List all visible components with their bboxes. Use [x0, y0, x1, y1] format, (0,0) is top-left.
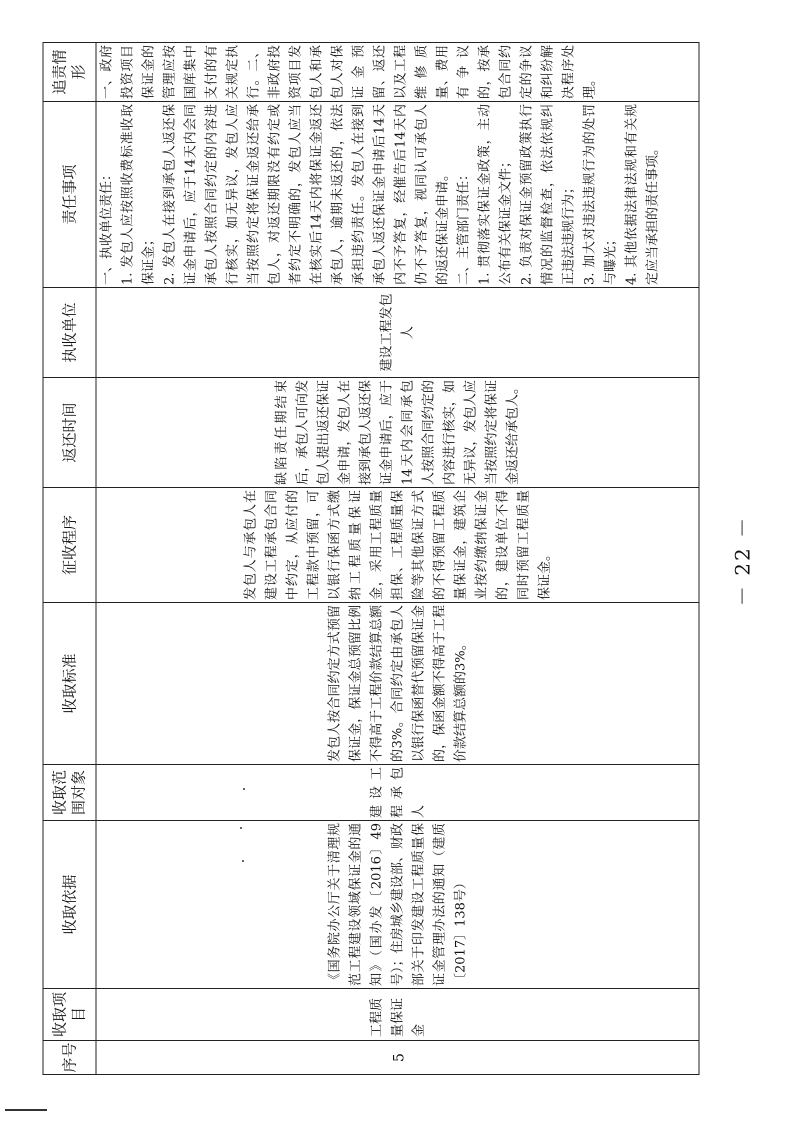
- cell-scope: [96, 765, 699, 821]
- cell-basis: [96, 821, 699, 989]
- responsibility-line: 2. 负责对保证金预留政策执行情况的监督检查，依法依规纠正违法违规行为；: [519, 104, 576, 285]
- header-index: 序号: [43, 1041, 96, 1075]
- row-return-time: 缺陷责任期结束后，承包人可向发包人提出返还保证金申请，发包人在接到承包人返还保证金申请后，应于14天内会同承包人按照合同约定的内容进行核实，如无异议，发包人应当按照约定将保证金返还给承包人。: [274, 380, 520, 485]
- cell-accountability: [96, 43, 699, 102]
- cell-return-time: [96, 378, 699, 488]
- header-standard: 收取标准: [43, 603, 96, 765]
- row-unit: 建设工程发包人: [379, 293, 415, 372]
- header-return-time: 返还时间: [43, 378, 96, 488]
- row-procedure: 发包人与承包人在建设工程承包合同中约定，从应付的工程款中预留，可以银行保函方式缴纳工程质量保证金，采用工程质量担保、工程质量保险等其他保证方式的不得预留工程质量保证金，建筑企业按约缴纳保证金的，建设单位不得同时预留工程质量保证金。: [242, 490, 552, 600]
- cell-unit: [96, 288, 699, 378]
- header-basis: 收取依据: [43, 821, 96, 989]
- responsibility-line: 2. 发包人在接到承包人返还保证金申请后，应于14天内会同承包人按照合同约定的内容进行核实，如无异议，发包人应当按照约定将保证金返还给承包人，对返还期限没有约定或者约定不明确的，发包人应当在核实后14天内将保证金返还承包人，逾期未返还的，依法承担违约责任。发包人在接到承包人返还保证金申请后14天内不予答复，经催告后14天内仍不予答复，视同认可承包人的返还保证金申请。: [162, 104, 450, 285]
- responsibility-line: 一、执收单位责任：: [99, 167, 114, 285]
- header-accountability: 追责情形: [43, 43, 96, 102]
- edge-scan-mark: [5, 1109, 47, 1111]
- row-scope: 建设工程承包人: [368, 767, 426, 818]
- scan-speck: [243, 788, 245, 790]
- row-project: 工程质量保证金: [368, 997, 426, 1037]
- responsibility-list: [96, 102, 663, 287]
- fee-table: [42, 42, 699, 1075]
- scan-speck: [240, 827, 242, 829]
- cell-responsibility: [96, 102, 699, 288]
- header-responsibility: 责任事项: [43, 102, 96, 288]
- table-header-row: [43, 43, 96, 1075]
- cell-index: [96, 1041, 699, 1075]
- header-procedure: 征收程序: [43, 488, 96, 603]
- row-index: 5: [390, 1053, 407, 1062]
- responsibility-line: 1. 贯彻落实保证金政策，主动公布有关保证金文件；: [477, 104, 513, 285]
- responsibility-line: 二、主管部门责任：: [456, 167, 471, 285]
- responsibility-line: 3. 加大对违法违规行为的处罚与曝光；: [582, 104, 618, 285]
- page-number: － 22 －: [730, 515, 754, 607]
- cell-procedure: [96, 488, 699, 603]
- row-accountability: 一、政府投资项目保证金的管理应按国库集中支付的有关规定执行。二、非政府投资项目发包人和承包人对保证金预留、返还以及工程维修质量、费用有争议的，按承包合同约定的争议和纠纷解决程序处理。: [99, 45, 597, 99]
- header-scope: 收取范围对象: [43, 765, 96, 821]
- row-basis: 《国务院办公厅关于清理规范工程建设领域保证金的通知》（国办发〔2016〕49号）；住房城乡建设部、财政部关于印发建设工程质量保证金管理办法的通知（建质〔2017〕138号）: [326, 823, 468, 986]
- responsibility-line: 1. 发包人应按照收费标准收取保证金；: [120, 104, 156, 285]
- row-standard: 发包人按合同约定方式预留保证金，保证金总预留比例不得高于工程价款结算总额的3%。合同约定由承包人以银行保函替代预留保证金的，保函金额不得高于工程价款结算总额的3%。: [326, 605, 468, 762]
- responsibility-line: 4. 其他依据法律法规和有关规定应当承担的责任事项。: [624, 104, 660, 285]
- cell-standard: [96, 603, 699, 765]
- table-row: [96, 43, 699, 1075]
- header-project: 收取项目: [43, 989, 96, 1041]
- scan-speck: [242, 860, 244, 862]
- header-unit: 执收单位: [43, 288, 96, 378]
- cell-project: [96, 989, 699, 1041]
